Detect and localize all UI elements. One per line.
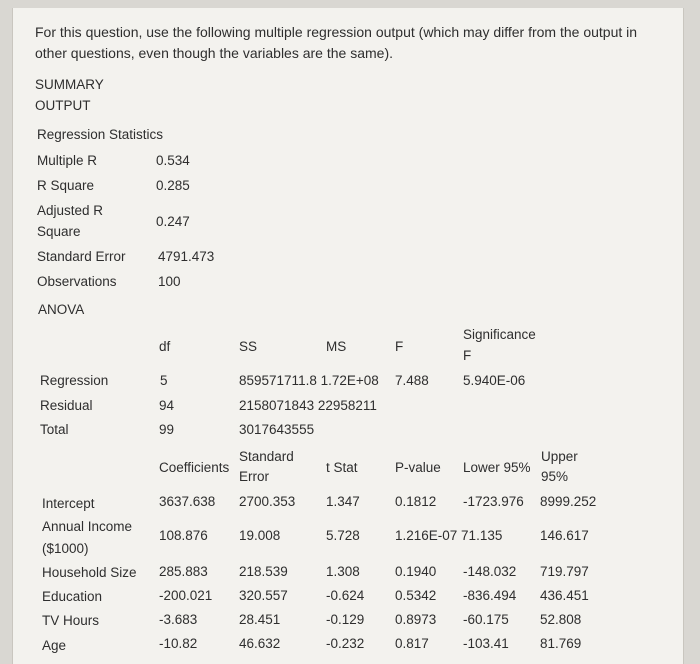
stat-label-observations: Observations [37,274,117,289]
coef-header-p-value: P-value [395,460,441,475]
stat-value-standard-error: 4791.473 [158,249,215,264]
anova-header-df: df [159,339,171,354]
coef-cell-age-lower-95: -103.41 [463,636,509,651]
anova-cell-total-df: 99 [159,422,175,437]
coef-cell-education-p-value: 0.5342 [395,588,437,603]
anova-row-label-total: Total [40,422,69,437]
coef-cell-tv-hours-t-stat: -0.129 [326,612,365,627]
coef-cell-education-standard-error: 320.557 [239,588,288,603]
anova-heading: ANOVA [38,302,85,317]
anova-header-f: F [395,339,404,354]
coef-cell-education-t-stat: -0.624 [326,588,365,603]
coef-row-label-annual-income-line2: ($1000) [42,541,89,556]
anova-cell-regression-ss-ms: 859571711.8 1.72E+08 [239,373,379,388]
anova-cell-regression-significance: 5.940E-06 [463,373,526,388]
question-page [12,8,684,664]
anova-cell-residual-df: 94 [159,398,175,413]
coef-cell-household-size-standard-error: 218.539 [239,564,288,579]
coef-cell-education-lower-95: -836.494 [463,588,517,603]
coef-cell-intercept-standard-error: 2700.353 [239,494,296,509]
coef-cell-annual-income-upper-95: 146.617 [540,528,589,543]
coef-cell-annual-income-coefficient: 108.876 [159,528,208,543]
coef-cell-tv-hours-standard-error: 28.451 [239,612,281,627]
stat-value-observations: 100 [158,274,181,289]
coef-row-label-education: Education [42,589,103,604]
coef-cell-intercept-t-stat: 1.347 [326,494,360,509]
regression-statistics-heading: Regression Statistics [37,127,164,142]
coef-cell-annual-income-p-value-lower-95: 1.216E-07 71.135 [395,528,503,543]
coef-row-label-intercept: Intercept [42,496,95,511]
anova-header-significance-line1: Significance [463,327,536,342]
coef-cell-age-p-value: 0.817 [395,636,429,651]
coef-cell-age-t-stat: -0.232 [326,636,365,651]
coef-cell-age-coefficient: -10.82 [159,636,198,651]
coef-cell-intercept-lower-95: -1723.976 [463,494,524,509]
coef-header-t-stat: t Stat [326,460,358,475]
anova-row-label-regression: Regression [40,373,109,388]
stat-value-r-square: 0.285 [156,178,190,193]
coef-cell-household-size-upper-95: 719.797 [540,564,589,579]
anova-header-ss: SS [239,339,258,354]
coef-cell-household-size-coefficient: 285.883 [159,564,208,579]
coef-cell-household-size-t-stat: 1.308 [326,564,360,579]
stat-label-r-square: R Square [37,178,95,193]
anova-row-label-residual: Residual [40,398,93,413]
coef-header-upper-95-line2: 95% [541,469,569,484]
coef-cell-intercept-coefficient: 3637.638 [159,494,216,509]
anova-header-ms: MS [326,339,347,354]
coef-cell-annual-income-t-stat: 5.728 [326,528,360,543]
stat-label-multiple-r: Multiple R [37,153,98,168]
coef-header-upper-95-line1: Upper [541,449,578,464]
anova-header-significance-line2: F [463,348,472,363]
anova-cell-regression-df: 5 [160,373,168,388]
summary-title-line1: SUMMARY [35,77,104,92]
stat-label-standard-error: Standard Error [37,249,126,264]
coef-header-lower-95: Lower 95% [463,460,531,475]
coef-row-label-household-size: Household Size [42,565,137,580]
anova-cell-residual-ss-ms: 2158071843 22958211 [239,398,377,413]
question-intro: For this question, use the following multiple regression output (which may differ from the output in other questions, even though the variables are the same). [35,24,638,61]
anova-cell-total-ss: 3017643555 [239,422,315,437]
coef-cell-intercept-p-value: 0.1812 [395,494,437,509]
coef-cell-intercept-upper-95: 8999.252 [540,494,597,509]
coef-cell-tv-hours-lower-95: -60.175 [463,612,509,627]
stat-label-adjusted-r-line2: Square [37,224,81,239]
coef-cell-education-upper-95: 436.451 [540,588,589,603]
coef-header-standard-error-line2: Error [239,469,269,484]
coef-cell-household-size-p-value: 0.1940 [395,564,437,579]
coef-row-label-age: Age [42,638,67,653]
coef-cell-annual-income-standard-error: 19.008 [239,528,281,543]
coef-cell-tv-hours-upper-95: 52.808 [540,612,582,627]
coef-cell-age-standard-error: 46.632 [239,636,281,651]
coef-header-coefficients: Coefficients [159,460,230,475]
coef-cell-household-size-lower-95: -148.032 [463,564,517,579]
coef-row-label-annual-income-line1: Annual Income [42,519,133,534]
stat-label-adjusted-r-line1: Adjusted R [37,203,104,218]
coef-cell-education-coefficient: -200.021 [159,588,213,603]
stat-value-adjusted-r-square: 0.247 [156,214,190,229]
coef-cell-tv-hours-coefficient: -3.683 [159,612,198,627]
anova-cell-regression-f: 7.488 [395,373,429,388]
coef-header-standard-error-line1: Standard [239,449,294,464]
coef-cell-age-upper-95: 81.769 [540,636,582,651]
coef-row-label-tv-hours: TV Hours [42,613,100,628]
summary-title-line2: OUTPUT [35,98,91,113]
stat-value-multiple-r: 0.534 [156,153,190,168]
coef-cell-tv-hours-p-value: 0.8973 [395,612,437,627]
